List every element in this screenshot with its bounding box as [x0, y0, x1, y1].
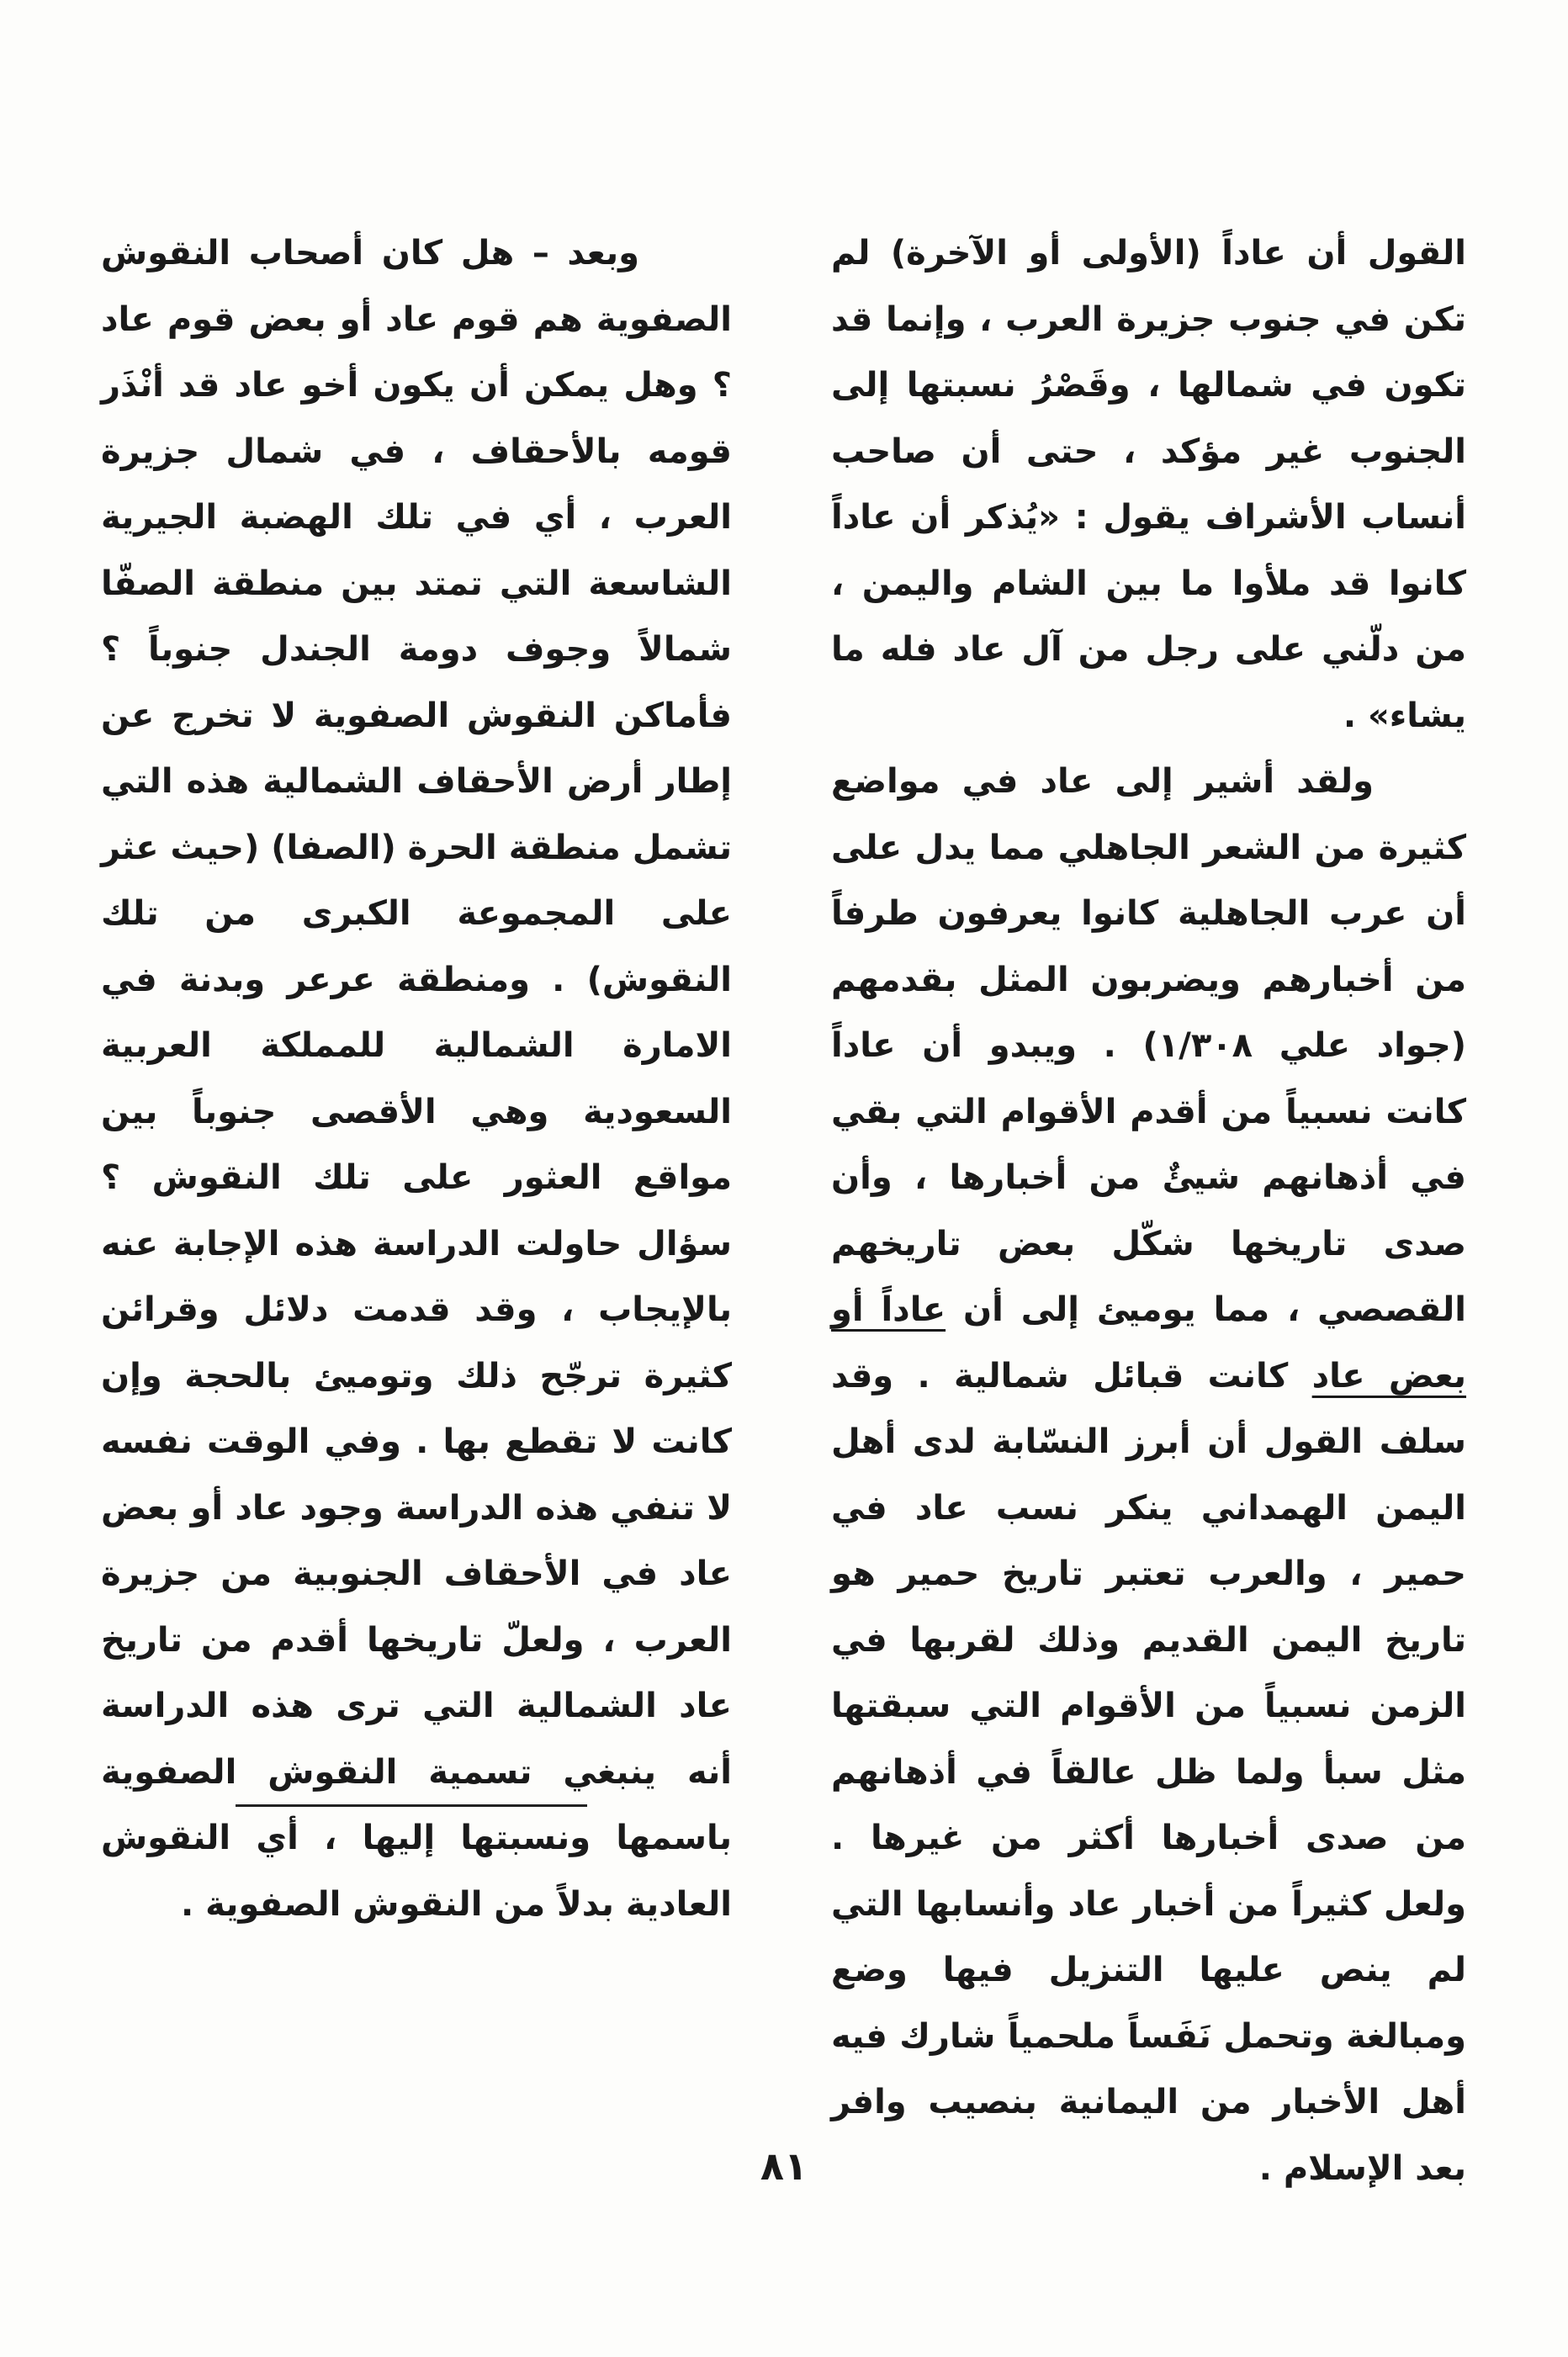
right-paragraph-2 [831, 749, 1466, 2201]
left-text-column [101, 220, 732, 1937]
right-paragraph-1: القول أن عاداً (الأولى أو الآخرة) لم تكن في جنوب جزيرة العرب ، وإنما قد تكون في شمالها ، وقَصْرُ نسبتها إلى الجنوب غير مؤكد ، حتى أن صاحب أنساب الأشراف يقول : «يُذكر أن عاداً كانوا قد ملأوا ما بين الشام واليمن ، من دلّني على رجل من آل عاد فله ما يشاء» . [831, 234, 1466, 735]
right-paragraph-2-start: ولقد أشير إلى عاد في مواضع كثيرة من الشعر الجاهلي مما يدل على أن عرب الجاهلية كانوا يعرفون طرفاً من أخبارهم ويضربون المثل بقدمهم (جواد علي ١/٣٠٨) . ويبدو أن عاداً كانت نسبياً من أقدم الأقوام التي بقي في أذهانهم شيئٌ من أخبارها ، وأن صدى تاريخها شكّل بعض تاريخهم القصصي ، مما يوميئ إلى أن [831, 762, 1467, 1329]
underlined-phrase: عاداً أو بعض عاد [831, 1290, 1466, 1396]
right-text-column [831, 220, 1466, 2201]
left-paragraph-1: وبعد – هل كان أصحاب النقوش الصفوية هم قوم عاد أو بعض قوم عاد ؟ وهل يمكن أن يكون أخو عاد قد أنْذَر قومه بالأحقاف ، في شمال جزيرة العرب ، أي في تلك الهضبة الجيرية الشاسعة التي تمتد بين منطقة الصفّا شمالاً وجوف دومة الجندل جنوباً ؟ فأماكن النقوش الصفوية لا تخرج عن إطار أرض الأحقاف الشمالية هذه التي تشمل منطقة الحرة (الصفا) (حيث عثر على المجموعة الكبرى من تلك النقوش) . ومنطقة عرعر وبدنة في الامارة الشمالية للمملكة العربية السعودية وهي الأقصى جنوباً بين مواقع العثور على تلك النقوش ؟ سؤال حاولت الدراسة هذه الإجابة عنه بالإيجاب ، وقد قدمت دلائل وقرائن كثيرة ترجّح ذلك وتوميئ بالحجة وإن كانت لا تقطع بها . وفي الوقت نفسه لا تنفي هذه الدراسة وجود عاد أو بعض عاد في الأحقاف الجنوبية من جزيرة العرب ، ولعلّ تاريخها أقدم من تاريخ عاد الشمالية التي ترى هذه الدراسة أنه ينبغي تسمية النقوش الصفوية باسمها ونسبتها إليها ، أي النقوش العادية بدلاً من النقوش الصفوية . [101, 234, 732, 1924]
right-paragraph-2-end: كانت قبائل شمالية . وقد سلف القول أن أبرز النسّابة لدى أهل اليمن الهمداني ينكر نسب عاد في حمير ، والعرب تعتبر تاريخ حمير هو تاريخ اليمن القديم وذلك لقربها في الزمن نسبياً من الأقوام التي سبقتها مثل سبأ ولما ظل عالقاً في أذهانهم من صدى أخبارها أكثر من غيرها . ولعل كثيراً من أخبار عاد وأنسابها التي لم ينص عليها التنزيل فيها وضع ومبالغة وتحمل نَفَساً ملحمياً شارك فيه أهل الأخبار من اليمانية بنصيب وافر بعد الإسلام . [831, 1356, 1466, 2188]
end-rule-divider [236, 1804, 587, 1807]
page-number: ٨١ [760, 2143, 808, 2189]
